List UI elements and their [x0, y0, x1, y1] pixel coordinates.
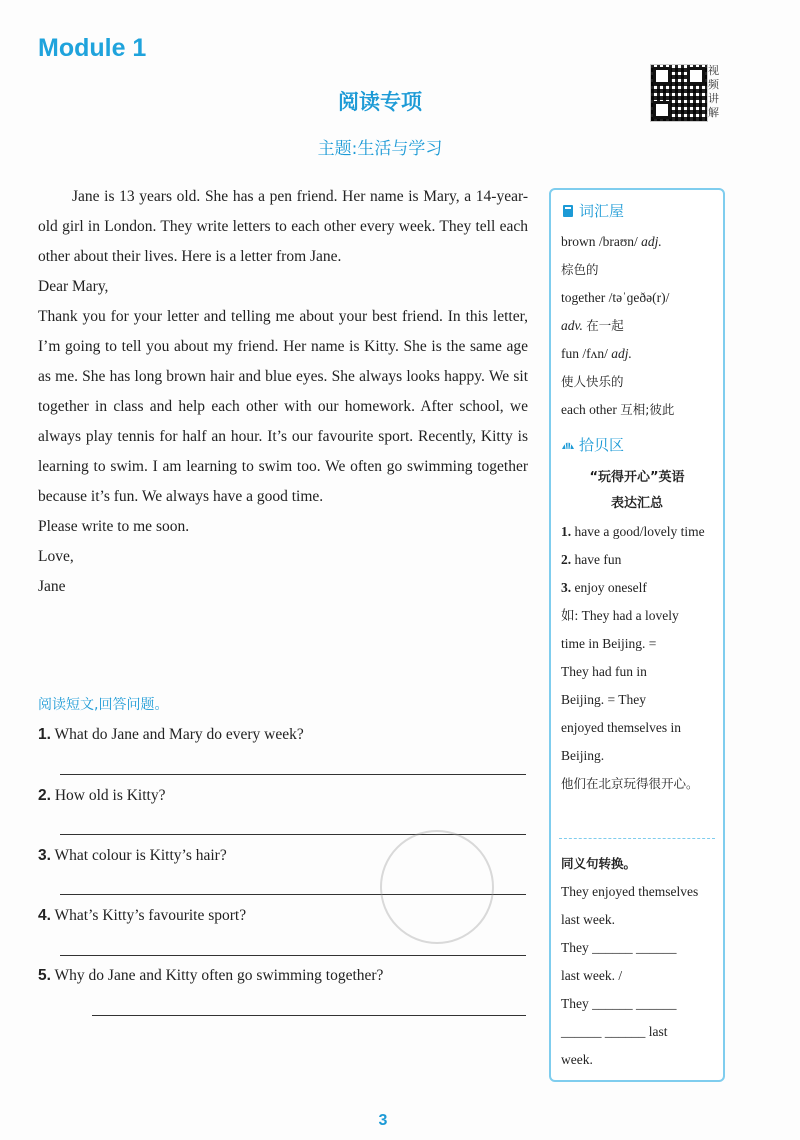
question-number: 4. [38, 907, 51, 924]
question [38, 967, 383, 985]
question-text: What colour is Kitty’s hair? [54, 847, 227, 864]
shell-subtitle: 表达汇总 [610, 496, 663, 511]
sidebar-panel [549, 188, 725, 1082]
question-text: What’s Kitty’s favourite sport? [54, 907, 247, 924]
transform-line: last week. [561, 912, 615, 927]
vocab-meaning: 在一起 [586, 318, 624, 333]
transform-exercise [561, 850, 713, 1074]
vocab-pos: adv. [561, 318, 583, 333]
transform-line: They enjoyed themselves [561, 884, 699, 899]
transform-title: 同义句转换。 [561, 856, 637, 871]
question-number: 5. [38, 967, 51, 984]
expression-text: enjoy oneself [574, 580, 647, 595]
shell-icon [561, 438, 575, 452]
example-line: Beijing. = They [561, 692, 646, 707]
vocab-word: brown /braʊn/ [561, 234, 642, 249]
divider [559, 838, 715, 839]
question-number: 1. [38, 726, 51, 743]
question [38, 787, 165, 805]
example-line: Beijing. [561, 748, 605, 763]
shell-title: 拾贝区 [579, 436, 625, 454]
example-line: 如: They had a lovely [561, 608, 679, 623]
example-line: enjoyed themselves in [561, 720, 681, 735]
expression-text: have fun [574, 552, 622, 567]
book-icon [561, 204, 575, 218]
vocab-entry [561, 312, 713, 340]
vocab-meaning: 棕色的 [561, 262, 599, 277]
passage-paragraph: Thank you for your letter and telling me about your best friend. In this letter, I’m going to tell you about my friend. Her name is Kitty. She is the same age as me. She has long brown hair and blue eyes. She always looks happy. We sit together in class and help each other with our homework. After school, we always play tennis for half an hour. It’s our favourite sport. Recently, Kitty is learning to swim. I am learning to swim too. We often go swimming together because it’s fun. We always have a good time. [38, 308, 528, 505]
example-line: They had fun in [561, 664, 647, 679]
transform-blank-line[interactable]: They ______ ______ [561, 940, 677, 955]
vocab-entry [561, 396, 713, 424]
instruction: 阅读短文,回答问题。 [38, 697, 169, 713]
vocab-entry [561, 340, 713, 368]
expression-number: 1. [561, 524, 572, 539]
expression-item [561, 518, 713, 546]
answer-line[interactable] [92, 1015, 526, 1016]
page-subtitle: 主题:生活与学习 [317, 139, 443, 159]
question-number: 3. [38, 847, 51, 864]
vocab-title: 词汇屋 [579, 202, 625, 220]
transform-blank-line[interactable]: They ______ ______ [561, 996, 677, 1011]
page-number: 3 [378, 1112, 388, 1129]
vocab-heading [561, 200, 624, 221]
watermark-stamp [380, 830, 494, 944]
passage-paragraph: Jane is 13 years old. She has a pen friend. Her name is Mary, a 14-year-old girl in London. They write letters to each other every week. They tell each other about their lives. Here is a letter from Jane. [38, 188, 528, 265]
question-number: 2. [38, 787, 51, 804]
question-text: How old is Kitty? [54, 787, 166, 804]
transform-line: last week. / [561, 968, 623, 983]
vocab-meaning: 使人快乐的 [561, 374, 624, 389]
example-translation: 他们在北京玩得很开心。 [561, 776, 699, 791]
question-text: Why do Jane and Kitty often go swimming together? [54, 967, 384, 984]
question-text: What do Jane and Mary do every week? [54, 726, 304, 743]
example-line: time in Beijing. = [561, 636, 657, 651]
vocab-word: together /təˈɡeðə(r)/ [561, 290, 670, 305]
expression-list [561, 518, 713, 798]
vocab-pos: adj. [641, 234, 662, 249]
vocab-word: each other [561, 402, 621, 417]
question [38, 907, 246, 925]
shell-subtitle: “玩得开心”英语 [589, 470, 685, 485]
expression-text: have a good/lovely time [574, 524, 705, 539]
question [38, 847, 227, 865]
vocab-list [561, 228, 713, 424]
vocab-meaning: 互相;彼此 [620, 402, 675, 417]
answer-line[interactable] [60, 774, 526, 775]
reading-passage [38, 182, 528, 602]
transform-blank-line[interactable]: ______ ______ last [561, 1024, 668, 1039]
expression-item [561, 574, 713, 602]
qr-label: 视频讲解 [708, 64, 719, 119]
passage-paragraph: Dear Mary, [38, 278, 109, 295]
module-heading: Module 1 [38, 34, 147, 62]
shell-heading [561, 434, 624, 455]
expression-item [561, 546, 713, 574]
expression-number: 3. [561, 580, 572, 595]
page-title: 阅读专项 [338, 90, 422, 114]
transform-line: week. [561, 1052, 593, 1067]
passage-paragraph: Jane [38, 578, 66, 595]
vocab-pos: adj. [611, 346, 632, 361]
passage-paragraph: Love, [38, 548, 74, 565]
answer-line[interactable] [60, 955, 526, 956]
expression-number: 2. [561, 552, 572, 567]
vocab-word: fun /fʌn/ [561, 346, 612, 361]
vocab-entry [561, 228, 713, 256]
passage-paragraph: Please write to me soon. [38, 518, 190, 535]
question [38, 726, 304, 744]
